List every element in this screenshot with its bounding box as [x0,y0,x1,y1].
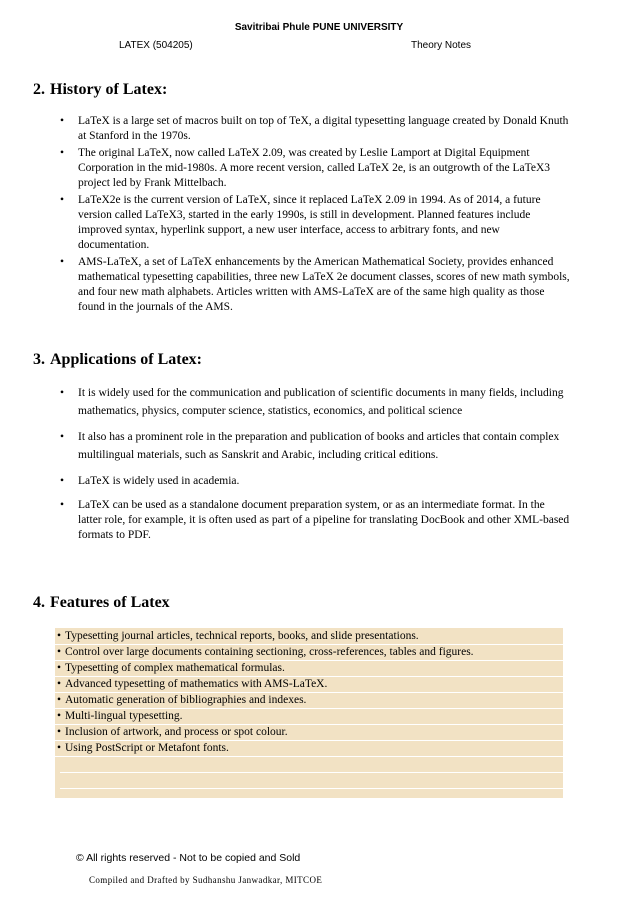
list-item [55,693,563,709]
list-item: • AMS-LaTeX, a set of LaTeX enhancements by the American Mathematical Society, provides enhanced mathematical typesetting capabilities, three new LaTeX 2e document classes, scores of new math symbols, and four new math alphabets. Articles written with AMS-LaTeX are of the same high quality as those found in the journals of the AMS. [60,255,570,315]
features-box [55,628,563,798]
list-item [55,661,563,677]
list-item [55,725,563,741]
list-item: • It also has a prominent role in the preparation and publication of books and articles that contain complex multilingual materials, such as Sanskrit and Arabic, including critical editions. [60,428,570,464]
list-item: • It is widely used for the communication and publication of scientific documents in many fields, including mathematics, physics, computer science, statistics, economics, and political science [60,384,570,420]
applications-list [60,384,570,552]
footer-rights: © All rights reserved - Not to be copied and Sold [76,852,301,864]
empty-row [60,757,563,773]
section-heading-history [33,81,167,99]
history-list [60,114,570,317]
feature-text: Advanced typesetting of mathematics with AMS-LaTeX. [65,678,328,690]
list-item: • LaTeX2e is the current version of LaTeX, since it replaced LaTeX 2.09 in 1994. As of 2014, a future version called LaTeX3, started in the early 1990s, is still in development. Planned features include improved syntax, hyperlink support, a new user interface, access to arbitrary fonts, and new documentation. [60,193,570,253]
bullet-icon: • [57,726,62,738]
list-item [55,645,563,661]
section-heading-features [33,594,170,612]
list-item: • LaTeX is widely used in academia. [60,472,570,490]
feature-text: Using PostScript or Metafont fonts. [65,742,229,754]
bullet-icon: • [57,742,62,754]
empty-row [60,773,563,789]
feature-text: Automatic generation of bibliographies and indexes. [65,694,307,706]
feature-text: Inclusion of artwork, and process or spot colour. [65,726,288,738]
feature-text: Typesetting of complex mathematical formulas. [65,662,285,674]
footer-compiled-by: Compiled and Drafted by Sudhanshu Janwadkar, MITCOE [89,875,323,885]
header-university: Savitribai Phule PUNE UNIVERSITY [234,22,404,33]
header-doc-type: Theory Notes [411,40,472,51]
list-item: • The original LaTeX, now called LaTeX 2.09, was created by Leslie Lamport at Digital Equipment Corporation in the mid-1980s. A more recent version, called LaTeX 2e, is an outgrowth of the LaTeX3 project led by Frank Mittelbach. [60,146,570,191]
list-item [55,677,563,693]
section-number: 4. [33,594,45,611]
bullet-icon: • [57,710,62,722]
section-heading-applications [33,351,202,369]
list-item: • LaTeX can be used as a standalone document preparation system, or as an intermediate format. In the latter role, for example, it is often used as part of a pipeline for translating DocBook and other XML-based formats to PDF. [60,498,570,543]
section-title: Features of Latex [50,594,170,611]
bullet-icon: • [57,630,62,642]
bullet-icon: • [57,662,62,674]
list-item [55,709,563,725]
list-item [55,741,563,757]
section-title: Applications of Latex: [50,351,202,368]
section-title: History of Latex: [50,81,168,98]
section-number: 2. [33,81,45,98]
feature-text: Multi-lingual typesetting. [65,710,183,722]
list-item [55,629,563,645]
section-number: 3. [33,351,45,368]
bullet-icon: • [57,646,62,658]
header-course-code: LATEX (504205) [119,40,193,51]
features-list [55,629,563,789]
feature-text: Typesetting journal articles, technical reports, books, and slide presentations. [65,630,419,642]
bullet-icon: • [57,678,62,690]
list-item: • LaTeX is a large set of macros built on top of TeX, a digital typesetting language created by Donald Knuth at Stanford in the 1970s. [60,114,570,144]
feature-text: Control over large documents containing sectioning, cross-references, tables and figures. [65,646,474,658]
bullet-icon: • [57,694,62,706]
